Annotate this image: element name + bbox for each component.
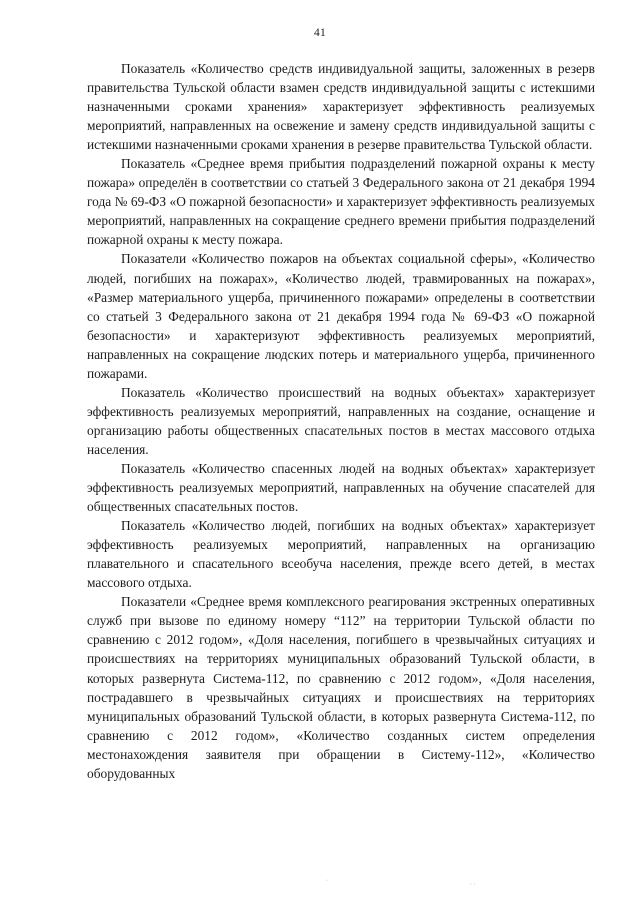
document-body [87,59,595,783]
paragraph-water-rescued: Показатель «Количество спасенных людей на водных объектах» характеризует эффективность реализуемых мероприятий, направленных на обучение спасателей для общественных спасательных постов. [87,460,595,515]
paragraph-system-112: Показатели «Среднее время комплексного реагирования экстренных оперативных служб при вызове по единому номеру “112” на территории Тульской области по сравнению с 2012 годом», «Доля населения, погибшего в чрезвычайных ситуациях и происшествиях на территориях муниципальных образований Тульской области, в которых развернута Система-112, по сравнению с 2012 годом», «Доля населения, пострадавшего в чрезвычайных ситуациях и происшествиях на территориях муниципальных образований Тульской области, в которых развернута Система-112, по сравнению с 2012 годом», «Количество созданных систем определения местонахождения заявителя при обращении в Систему-112», «Количество оборудованных [87,594,595,781]
paragraph-water-deaths: Показатель «Количество людей, погибших на водных объектах» характеризует эффективность реализуемых мероприятий, направленных на организацию плавательного и спасательного всеобуча населения, прежде всего детей, в местах массового отдыха. [87,518,595,591]
scan-speck: · · [470,882,476,888]
paragraph-individual-protection-reserve: Показатель «Количество средств индивидуальной защиты, заложенных в резерв правительства Тульской области взамен средств индивидуальной защиты с истекшими назначенными сроками хранения» характеризует эффективность реализуемых мероприятий, направленных на освежение и замену средств индивидуальной защиты с истекшими назначенными сроками хранения в резерве правительства Тульской области. [87,61,595,153]
scan-speck: · [326,878,328,884]
page-number: 41 [313,27,327,39]
paragraph-water-incidents: Показатель «Количество происшествий на водных объектах» характеризует эффективность реализуемых мероприятий, направленных на создание, оснащение и организацию работы общественных спасательных постов в местах массового отдыха населения. [87,384,595,457]
paragraph-fire-arrival-time: Показатель «Среднее время прибытия подразделений пожарной охраны к месту пожара» определён в соответствии со статьей 3 Федерального закона от 21 декабря 1994 года № 69-ФЗ «О пожарной безопасности» и характеризует эффективность реализуемых мероприятий, направленных на сокращение среднего времени прибытия подразделений пожарной охраны к месту пожара. [87,156,595,248]
paragraph-fire-losses: Показатели «Количество пожаров на объектах социальной сферы», «Количество людей, погибших на пожарах», «Количество людей, травмированных на пожарах», «Размер материального ущерба, причиненного пожарами» определены в соответствии со статьей 3 Федерального закона от 21 декабря 1994 года № 69-ФЗ «О пожарной безопасности» и характеризуют эффективность реализуемых мероприятий, направленных на сокращение людских потерь и материального ущерба, причиненного пожарами. [87,251,595,381]
